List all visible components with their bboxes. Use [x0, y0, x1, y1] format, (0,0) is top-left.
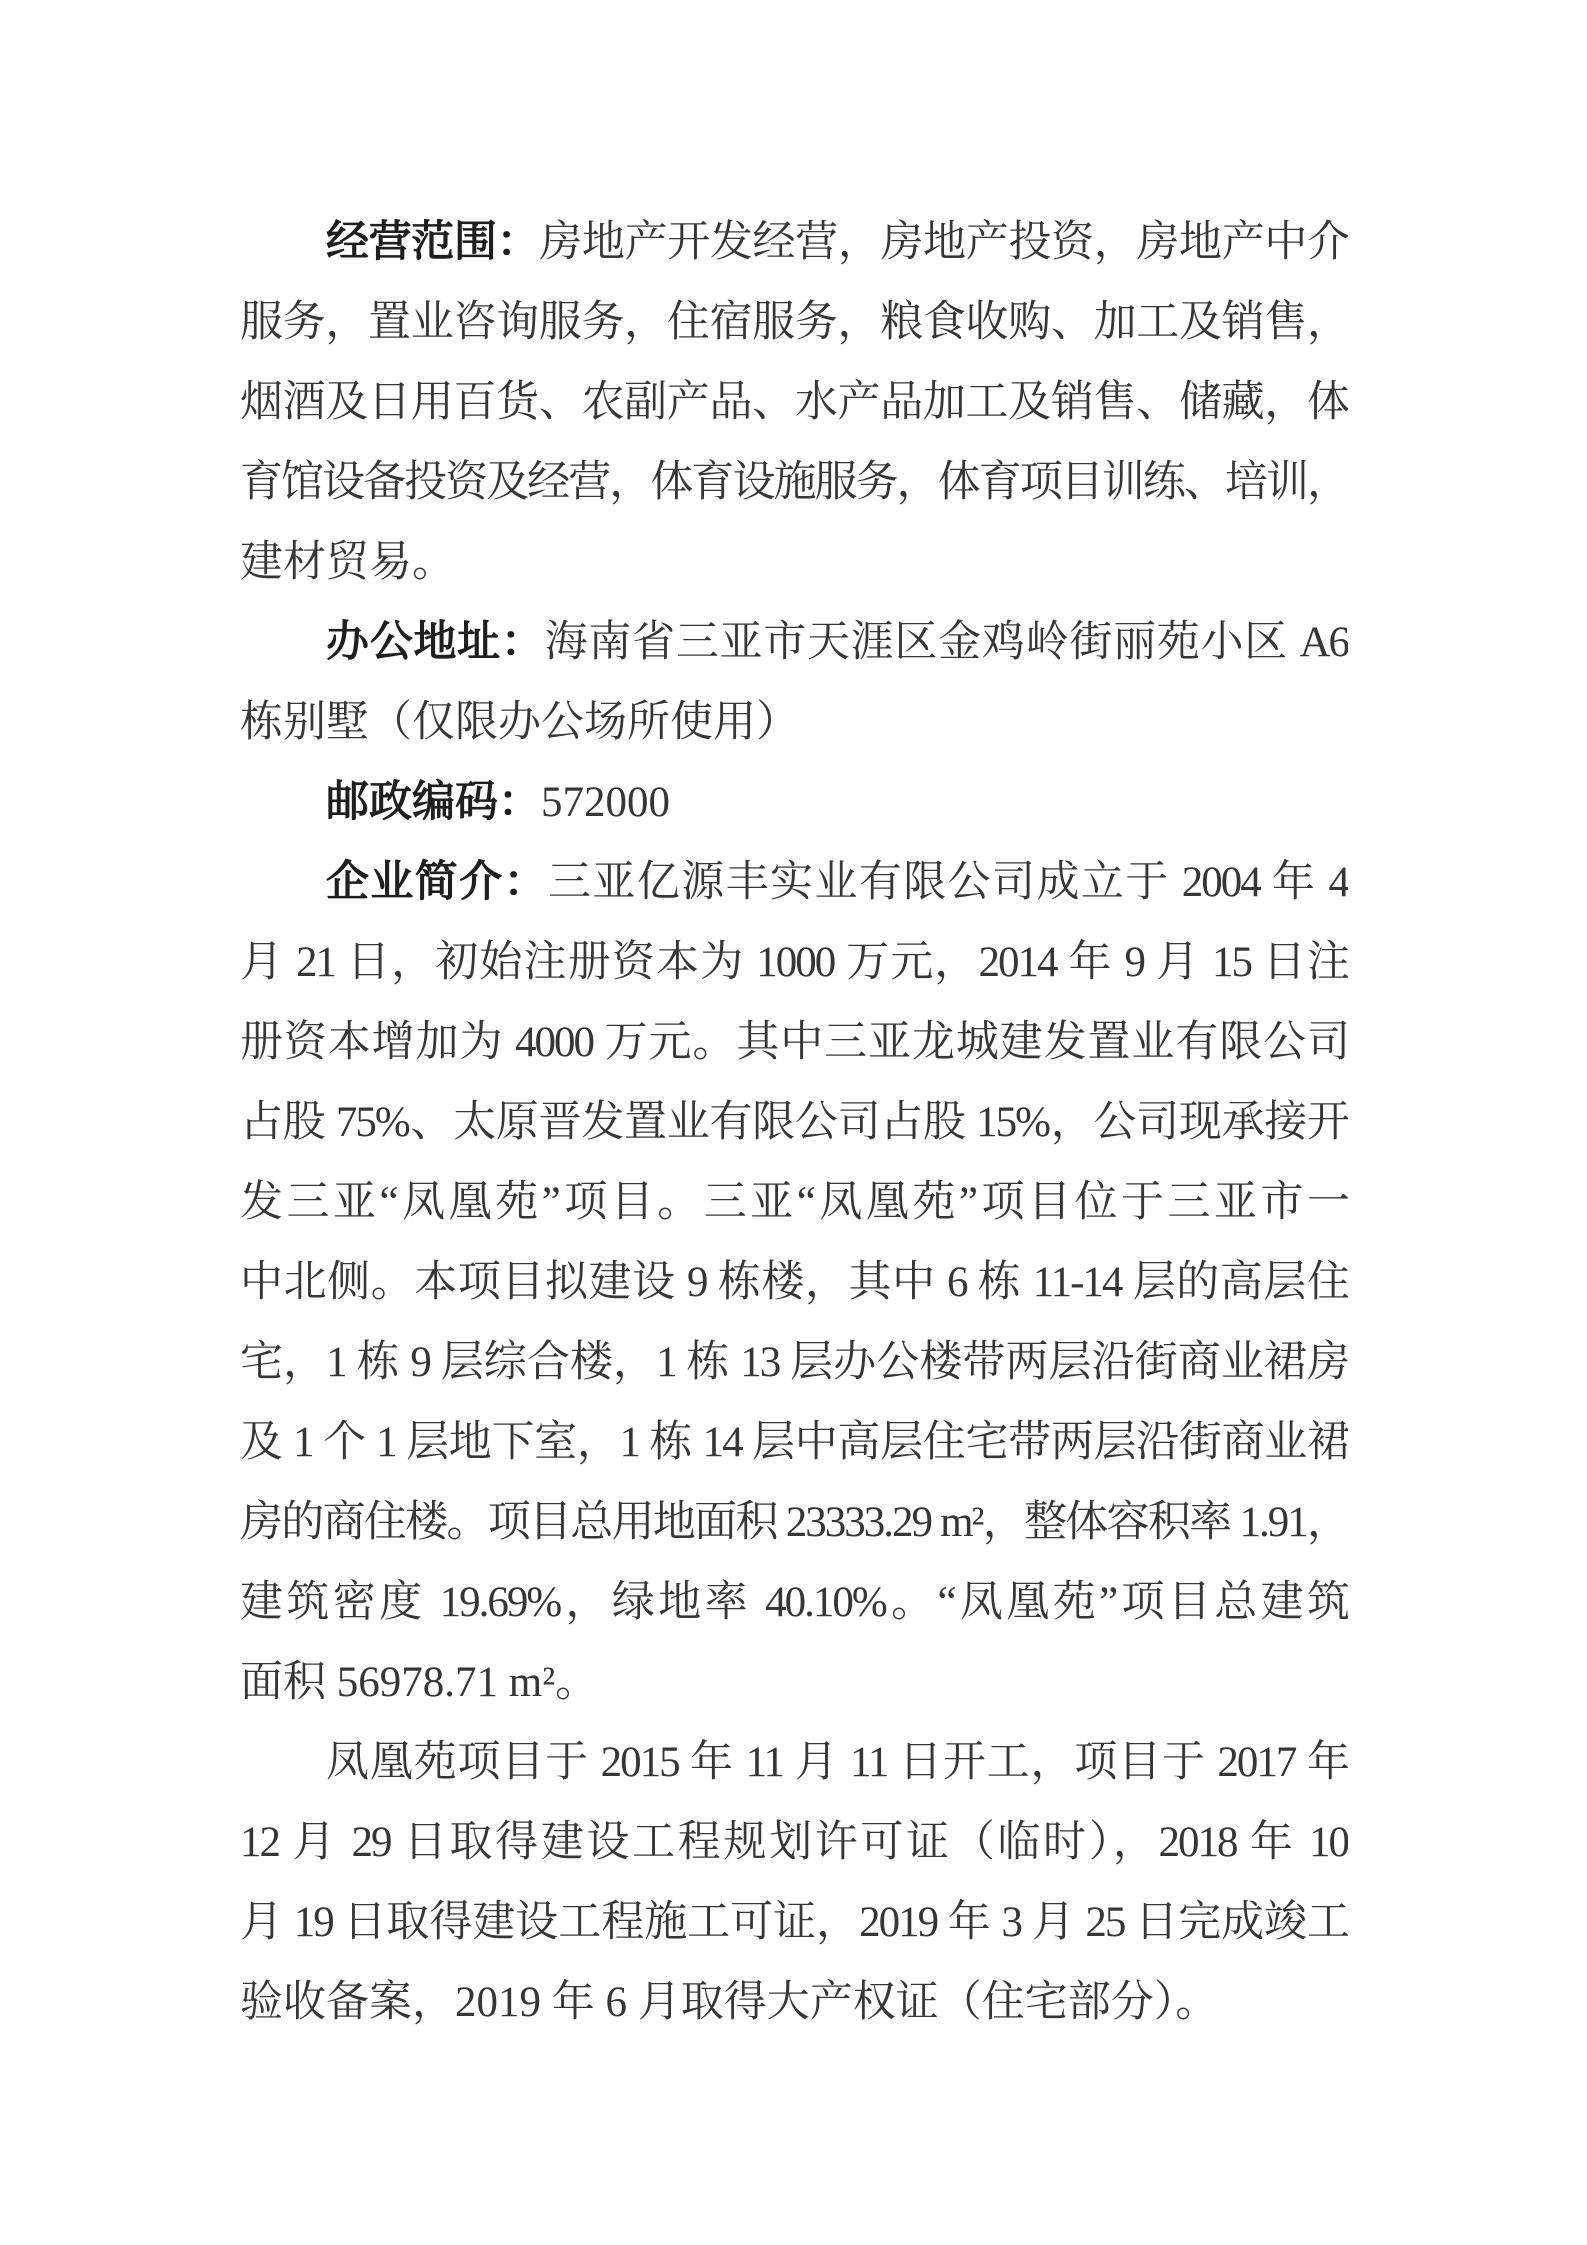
text-line — [240, 1883, 1348, 1963]
text-line — [240, 843, 1348, 923]
field-label-postal-code: 邮政编码： — [326, 779, 541, 826]
line-text: 572000 — [541, 779, 670, 826]
text-line — [240, 923, 1348, 1003]
line-text: 占股 75%、太原晋发置业有限公司占股 15%，公司现承接开 — [240, 1099, 1348, 1146]
text-line — [240, 1803, 1348, 1883]
text-line — [240, 363, 1348, 443]
field-label-business-scope: 经营范围： — [326, 219, 540, 266]
text-line — [240, 1323, 1348, 1403]
text-line — [240, 283, 1348, 363]
text-line — [240, 603, 1348, 683]
line-text: 栋别墅（仅限办公场所使用） — [240, 699, 799, 746]
text-line — [240, 1003, 1348, 1083]
text-line — [240, 1083, 1348, 1163]
line-text: 册资本增加为 4000 万元。其中三亚龙城建发置业有限公司 — [240, 1019, 1348, 1066]
text-line — [240, 1723, 1348, 1803]
line-text: 月 19 日取得建设工程施工可证，2019 年 3 月 25 日完成竣工 — [240, 1899, 1348, 1946]
line-text: 建筑密度 19.69%，绿地率 40.10%。“凤凰苑”项目总建筑 — [240, 1579, 1348, 1626]
line-text: 发三亚“凤凰苑”项目。三亚“凤凰苑”项目位于三亚市一 — [240, 1179, 1348, 1226]
line-text: 育馆设备投资及经营，体育设施服务，体育项目训练、培训， — [240, 459, 1348, 506]
line-text: 中北侧。本项目拟建设 9 栋楼，其中 6 栋 11-14 层的高层住 — [240, 1259, 1348, 1306]
text-line — [240, 443, 1348, 523]
line-text: 月 21 日，初始注册资本为 1000 万元，2014 年 9 月 15 日注 — [240, 939, 1348, 986]
line-text: 烟酒及日用百货、农副产品、水产品加工及销售、储藏，体 — [240, 379, 1348, 426]
line-text: 海南省三亚市天涯区金鸡岭街丽苑小区 A6 — [544, 619, 1348, 666]
document-body — [240, 203, 1348, 2043]
line-text: 房的商住楼。项目总用地面积 23333.29 m²，整体容积率 1.91， — [240, 1499, 1348, 1546]
text-line — [240, 1643, 1348, 1723]
text-line — [240, 1243, 1348, 1323]
text-line — [240, 203, 1348, 283]
text-line — [240, 1403, 1348, 1483]
field-label-company-profile: 企业简介： — [326, 859, 549, 906]
line-text: 服务，置业咨询服务，住宿服务，粮食收购、加工及销售， — [240, 299, 1348, 346]
line-text: 面积 56978.71 m²。 — [240, 1659, 599, 1706]
line-text: 三亚亿源丰实业有限公司成立于 2004 年 4 — [548, 859, 1348, 906]
text-line — [240, 1483, 1348, 1563]
text-line — [240, 523, 1348, 603]
text-line — [240, 1963, 1348, 2043]
line-text: 12 月 29 日取得建设工程规划许可证（临时），2018 年 10 — [240, 1819, 1348, 1866]
field-label-office-address: 办公地址： — [326, 619, 545, 666]
line-text: 宅，1 栋 9 层综合楼，1 栋 13 层办公楼带两层沿街商业裙房 — [240, 1339, 1348, 1386]
text-line — [240, 683, 1348, 763]
line-text: 验收备案，2019 年 6 月取得大产权证（住宅部分）。 — [240, 1979, 1219, 2026]
text-line — [240, 763, 1348, 843]
line-text: 建材贸易。 — [240, 539, 455, 586]
text-line — [240, 1563, 1348, 1643]
line-text: 房地产开发经营，房地产投资，房地产中介 — [539, 219, 1348, 266]
line-text: 凤凰苑项目于 2015 年 11 月 11 日开工，项目于 2017 年 — [326, 1739, 1348, 1786]
text-line — [240, 1163, 1348, 1243]
line-text: 及 1 个 1 层地下室，1 栋 14 层中高层住宅带两层沿街商业裙 — [240, 1419, 1348, 1466]
